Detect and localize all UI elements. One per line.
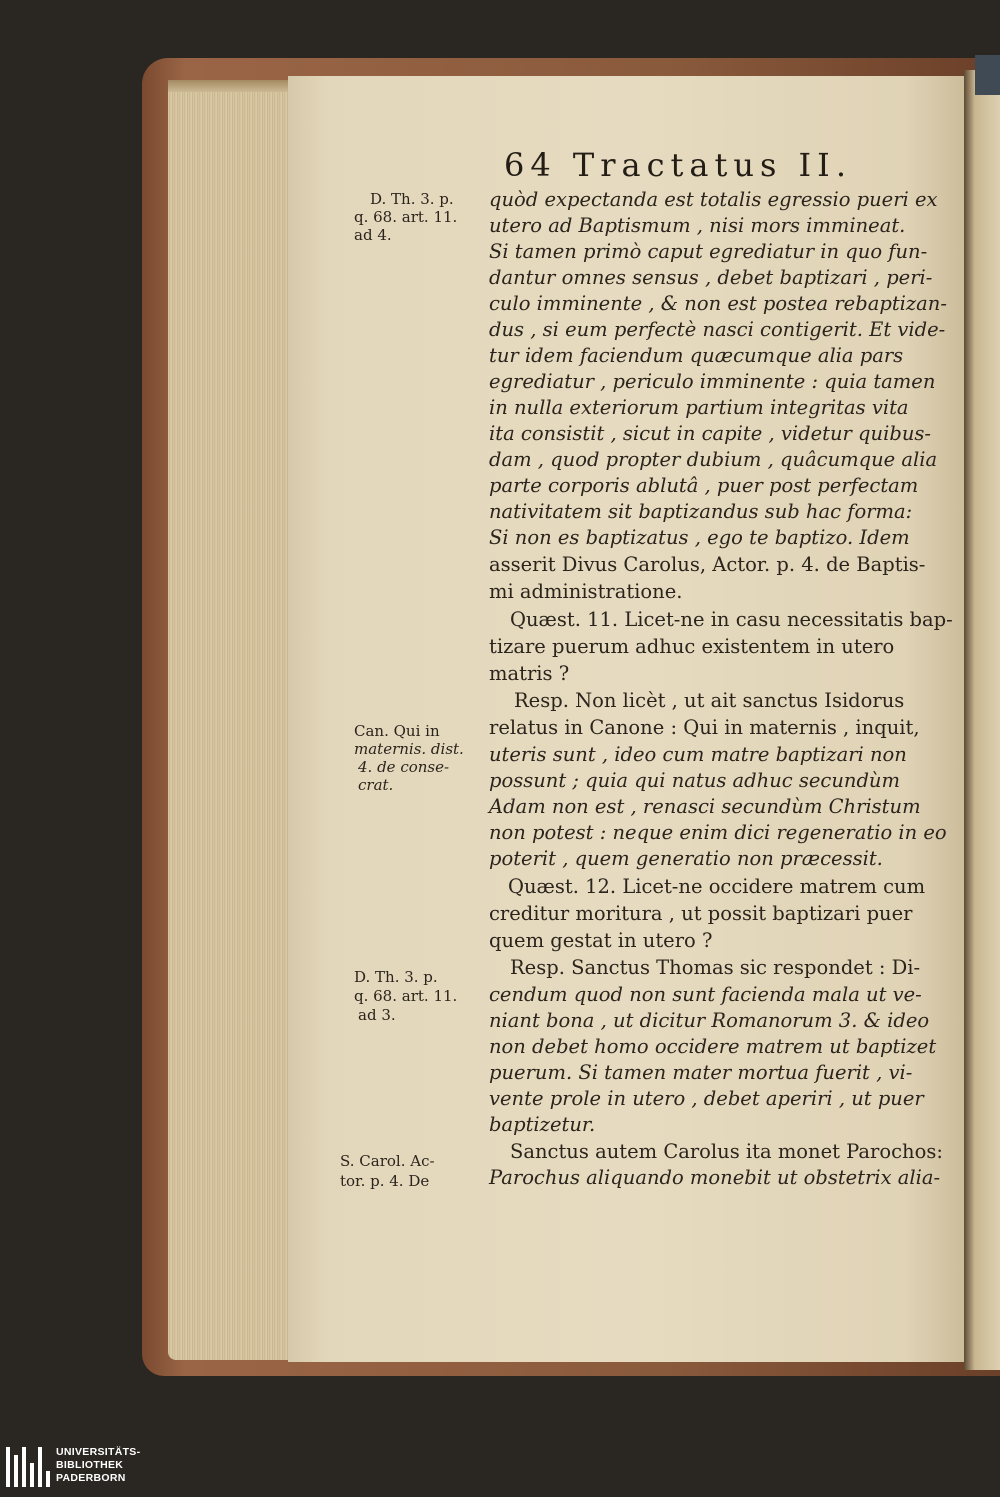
library-logo — [6, 1445, 156, 1489]
page-edges-top — [168, 80, 292, 92]
body-line: Si tamen primò caput egrediatur in quo fun- — [489, 240, 928, 263]
margin-note: ad 3. — [358, 1006, 396, 1024]
margin-note: maternis. dist. — [354, 740, 464, 758]
body-line: Si non es baptizatus , ego te baptizo. Idem — [489, 526, 910, 549]
body-line: parte corporis ablutâ , puer post perfectam — [489, 474, 919, 497]
body-line: Adam non est , renasci secundùm Christum — [489, 795, 921, 818]
body-line: poterit , quem generatio non præcessit. — [489, 847, 883, 870]
margin-note: crat. — [358, 776, 394, 794]
library-logo-text — [56, 1446, 140, 1485]
margin-note: Can. Qui in — [354, 722, 440, 740]
body-line: non potest : neque enim dici regeneratio in eo — [489, 821, 947, 844]
body-line: cendum quod non sunt facienda mala ut ve- — [489, 983, 922, 1006]
margin-note: D. Th. 3. p. — [370, 190, 454, 208]
margin-note: q. 68. art. 11. — [354, 987, 458, 1005]
page-edges — [168, 80, 292, 1360]
body-line: Resp. Sanctus Thomas sic respondet : Di- — [510, 956, 921, 979]
margin-note: S. Carol. Ac- — [340, 1152, 435, 1170]
logo-line: UNIVERSITÄTS- — [56, 1446, 141, 1458]
body-line: quem gestat in utero ? — [489, 929, 713, 952]
body-line: niant bona , ut dicitur Romanorum 3. & ideo — [489, 1009, 930, 1032]
body-line: non debet homo occidere matrem ut baptizet — [489, 1035, 937, 1058]
body-line: baptizetur. — [489, 1113, 596, 1136]
body-line: mi administratione. — [489, 580, 683, 603]
body-line: Quæst. 12. Licet-ne occidere matrem cum — [508, 875, 926, 898]
body-line: possunt ; quia qui natus adhuc secundùm — [489, 769, 900, 792]
body-line: Sanctus autem Carolus ita monet Parochos: — [510, 1140, 943, 1163]
margin-note: D. Th. 3. p. — [354, 968, 438, 986]
body-line: culo imminente , & non est postea rebaptizan- — [489, 292, 947, 315]
body-line: utero ad Baptismum , nisi mors immineat. — [489, 214, 906, 237]
spine-band — [975, 55, 1000, 95]
body-line: relatus in Canone : Qui in maternis , inquit, — [489, 716, 920, 739]
logo-line: BIBLIOTHEK — [56, 1459, 124, 1471]
library-logo-icon — [6, 1447, 50, 1487]
body-line: Parochus aliquando monebit ut obstetrix alia- — [489, 1166, 941, 1189]
body-line: nativitatem sit baptizandus sub hac forma: — [489, 500, 913, 523]
margin-note: ad 4. — [354, 226, 392, 244]
margin-note: q. 68. art. 11. — [354, 208, 458, 226]
body-line: in nulla exteriorum partium integritas vita — [489, 396, 909, 419]
body-line: tizare puerum adhuc existentem in utero — [489, 635, 895, 658]
body-line: Resp. Non licèt , ut ait sanctus Isidorus — [514, 689, 905, 712]
body-line: egrediatur , periculo imminente : quia tamen — [489, 370, 936, 393]
body-line: asserit Divus Carolus, Actor. p. 4. de Baptis- — [489, 553, 926, 576]
body-line: Quæst. 11. Licet-ne in casu necessitatis bap- — [510, 608, 953, 631]
body-line: dam , quod propter dubium , quâcumque alia — [489, 448, 938, 471]
body-line: ita consistit , sicut in capite , videtur quibus- — [489, 422, 931, 445]
margin-note: tor. p. 4. De — [340, 1172, 430, 1190]
margin-note: 4. de conse- — [358, 758, 450, 776]
body-line: tur idem faciendum quæcumque alia pars — [489, 344, 904, 367]
body-line: vente prole in utero , debet aperiri , ut puer — [489, 1087, 924, 1110]
body-line: puerum. Si tamen mater mortua fuerit , vi- — [489, 1061, 913, 1084]
facing-page — [964, 70, 1000, 1370]
body-line: quòd expectanda est totalis egressio pueri ex — [489, 188, 938, 211]
running-title: 64 Tractatus II. — [504, 146, 852, 184]
body-line: creditur moritura , ut possit baptizari puer — [489, 902, 913, 925]
logo-line: PADERBORN — [56, 1472, 126, 1484]
body-line: matris ? — [489, 662, 570, 685]
body-line: dantur omnes sensus , debet baptizari , peri- — [489, 266, 933, 289]
body-line: dus , si eum perfectè nasci contigerit. Et vide- — [489, 318, 946, 341]
body-line: uteris sunt , ideo cum matre baptizari non — [489, 743, 907, 766]
